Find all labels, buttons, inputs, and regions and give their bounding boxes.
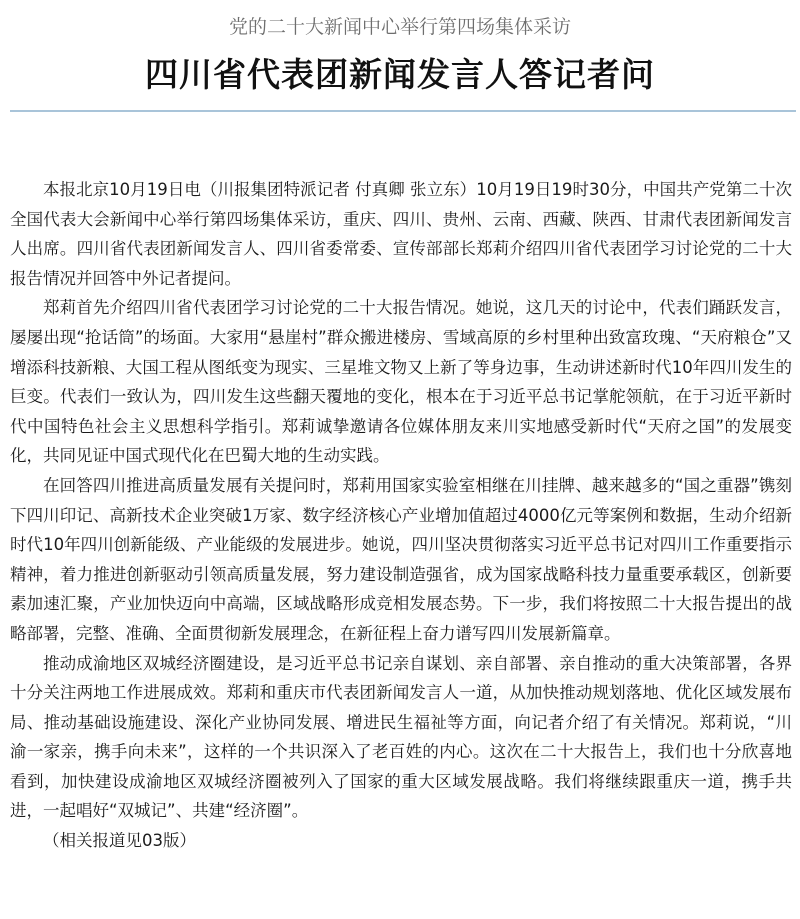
article-kicker: 党的二十大新闻中心举行第四场集体采访: [228, 16, 571, 38]
article-header: [0, 0, 800, 112]
paragraph-intro: 本报北京10月19日电（川报集团特派记者 付真卿 张立东）10月19日19时30分，中国共产党第二十次全国代表大会新闻中心举行第四场集体采访，重庆、四川、贵州、云南、西藏、陕西、甘肃代表团新闻发言人出席。四川省代表团新闻发言人、四川省委常委、宣传部部长郑莉介绍四川省代表团学习讨论党的二十大报告情况并回答中外记者提问。: [10, 180, 792, 288]
paragraph-discussion: 郑莉首先介绍四川省代表团学习讨论党的二十大报告情况。她说，这几天的讨论中，代表们踊跃发言，屡屡出现“抢话筒”的场面。大家用“悬崖村”群众搬进楼房、雪域高原的乡村里种出致富玫瑰、“天府粮仓”又增添科技新粮、大国工程从图纸变为现实、三星堆文物又上新了等身边事，生动讲述新时代10年四川发生的巨变。代表们一致认为，四川发生这些翻天覆地的变化，根本在于习近平总书记掌舵领航，在于习近平新时代中国特色社会主义思想科学指引。郑莉诚挚邀请各位媒体朋友来川实地感受新时代“天府之国”的发展变化，共同见证中国式现代化在巴蜀大地的生动实践。: [10, 298, 792, 466]
header-divider: [10, 110, 796, 112]
paragraph-chengyu: 推动成渝地区双城经济圈建设，是习近平总书记亲自谋划、亲自部署、亲自推动的重大决策部署，各界十分关注两地工作进展成效。郑莉和重庆市代表团新闻发言人一道，从加快推动规划落地、优化区域发展布局、推动基础设施建设、深化产业协同发展、增进民生福祉等方面，向记者介绍了有关情况。郑莉说，“川渝一家亲，携手向未来”，这样的一个共识深入了老百姓的内心。这次在二十大报告上，我们也十分欣喜地看到，加快建设成渝地区双城经济圈被列入了国家的重大区域发展战略。我们将继续跟重庆一道，携手共进，一起唱好“双城记”、共建“经济圈”。: [10, 653, 792, 821]
article-title: 四川省代表团新闻发言人答记者问: [145, 55, 655, 94]
related-report-note: （相关报道见03版）: [43, 831, 196, 851]
paragraph-development: 在回答四川推进高质量发展有关提问时，郑莉用国家实验室相继在川挂牌、越来越多的“国之重器”镌刻下四川印记、高新技术企业突破1万家、数字经济核心产业增加值超过4000亿元等案例和数据，生动介绍新时代10年四川创新能级、产业能级的发展进步。她说，四川坚决贯彻落实习近平总书记对四川工作重要指示精神，着力推进创新驱动引领高质量发展，努力建设制造强省，成为国家战略科技力量重要承载区，创新要素加速汇聚，产业加快迈向中高端，区域战略形成竞相发展态势。下一步，我们将按照二十大报告提出的战略部署，完整、准确、全面贯彻新发展理念，在新征程上奋力谱写四川发展新篇章。: [10, 475, 792, 643]
article-body: [10, 175, 792, 856]
